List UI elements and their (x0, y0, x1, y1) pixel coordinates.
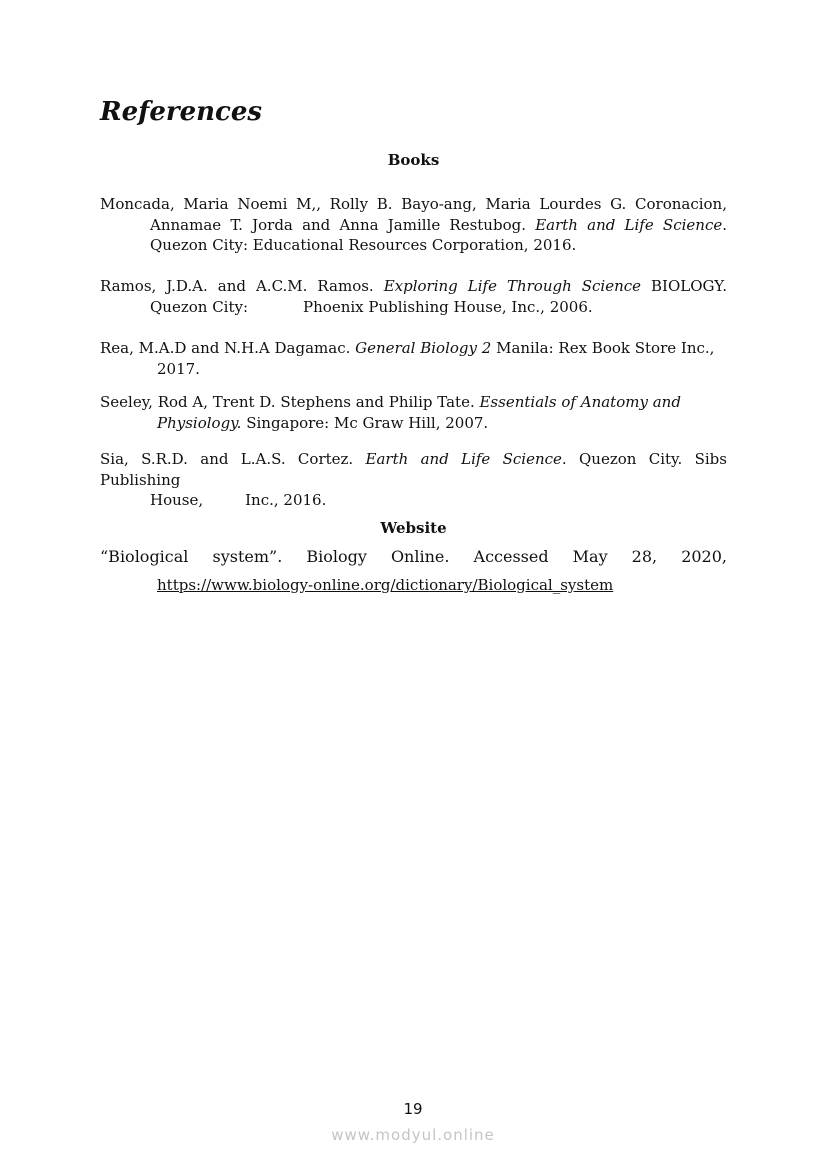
reference-title: Physiology. (157, 413, 242, 432)
page-title: References (100, 97, 263, 127)
reference-title: General Biology 2 (355, 339, 492, 357)
reference-entry (100, 338, 727, 379)
reference-title: Earth and Life Science. (365, 450, 567, 468)
reference-text: Ramos, J.D.A. and A.C.M. Ramos. (100, 277, 384, 295)
reference-line: Moncada, Maria Noemi M,, Rolly B. Bayo-ang, Maria Lourdes G. Coronacion, (100, 195, 727, 213)
reference-text: Phoenix Publishing House, Inc., 2006. (303, 297, 593, 316)
reference-line (100, 215, 727, 236)
reference-title: Earth and Life Science (535, 215, 723, 234)
reference-title: Exploring Life Through Science (383, 277, 642, 295)
reference-line (100, 490, 727, 511)
reference-line (100, 276, 727, 297)
reference-line (100, 338, 727, 359)
reference-text: Annamae T. Jorda and Anna Jamille Restubog. (150, 215, 536, 234)
website-reference (100, 543, 727, 599)
reference-text: Rea, M.A.D and N.H.A Dagamac. (100, 339, 356, 357)
reference-text: BIOLOGY. (641, 277, 727, 295)
reference-text: . (722, 215, 728, 234)
reference-text: Inc., 2016. (245, 491, 327, 509)
reference-text: Quezon City. Sibs Publishing (100, 450, 727, 489)
watermark: www.modyul.online (331, 1126, 495, 1144)
books-heading: Books (387, 151, 440, 169)
reference-line (100, 413, 727, 434)
reference-title: Essentials of Anatomy and (479, 393, 681, 411)
reference-text: Sia, S.R.D. and L.A.S. Cortez. (100, 450, 366, 468)
reference-text: Seeley, Rod A, Trent D. Stephens and Philip Tate. (100, 393, 480, 411)
reference-line (100, 449, 727, 490)
website-url-link[interactable]: https://www.biology-online.org/dictionary/Biological_system (157, 576, 614, 594)
reference-text: Quezon City: (150, 297, 249, 316)
reference-entry (100, 392, 727, 433)
website-heading: Website (380, 519, 447, 537)
reference-entry (100, 276, 727, 317)
reference-entry (100, 194, 727, 256)
page-number: 19 (403, 1100, 423, 1118)
reference-text: Singapore: Mc Graw Hill, 2007. (241, 413, 489, 432)
reference-line (100, 392, 727, 413)
reference-text: Manila: Rex Book Store Inc., (491, 339, 715, 357)
reference-line: 2017. (157, 359, 200, 378)
reference-line: Quezon City: Educational Resources Corporation, 2016. (150, 236, 577, 254)
reference-entry (100, 449, 727, 511)
reference-text: House, (150, 491, 204, 509)
website-citation: “Biological system”. Biology Online. Accessed May 28, 2020, (100, 547, 727, 566)
reference-line (100, 297, 727, 318)
